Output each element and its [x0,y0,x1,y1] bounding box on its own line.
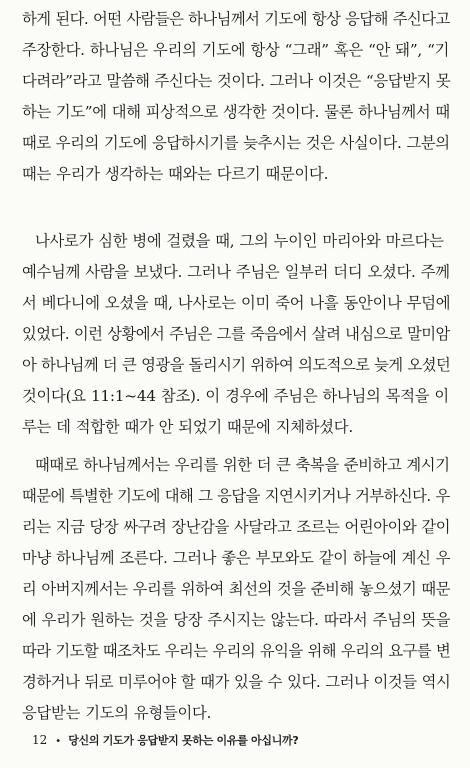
paragraph-2 [22,226,450,443]
text-line: 리는 지금 당장 싸구려 장난감을 사달라고 조르는 어린아이와 같이 [22,518,451,536]
text-line: 경하거나 뒤로 미루어야 할 때가 있을 수 있다. 그러나 이것들 역시 [22,673,451,691]
paragraph-3 [22,450,450,729]
text-line: 서 베다니에 오셨을 때, 나사로는 이미 죽어 나흘 동안이나 무덤에 [22,294,451,312]
text-line: 것이다(요 11:1~44 참조). 이 경우에 주님은 하나님의 목적을 이 [22,387,449,405]
text-line: 예수님께 사람을 보냈다. 그러나 주님은 일부러 더디 오셨다. 주께 [22,263,450,281]
page-number: 12 [32,733,48,747]
text-line: 리 아버지께서는 우리를 위하여 최선의 것을 준비해 놓으셨기 때문 [22,580,451,598]
text-line: 루는 데 적합한 때가 안 되었기 때문에 지체하셨다. [22,418,353,436]
text-line: 때때로 하나님께서는 우리를 위한 더 큰 축복을 준비하고 계시기 [35,456,450,474]
text-line: 아 하나님께 더 큰 영광을 돌리시기 위하여 의도적으로 늦게 오셨던 [22,356,451,374]
page-footer [32,730,298,750]
text-line: 있었다. 이런 상황에서 주님은 그를 죽음에서 살려 내심으로 말미암 [22,325,450,343]
text-line: 다려라”라고 말씀해 주신다는 것이다. 그러나 이것은 “응답받지 못 [22,72,451,90]
text-line: 때는 우리가 생각하는 때와는 다르기 때문이다. [22,165,329,183]
text-line: 나사로가 심한 병에 걸렸을 때, 그의 누이인 마리아와 마르다는 [35,232,444,250]
text-line: 하게 된다. 어떤 사람들은 하나님께서 기도에 항상 응답해 주신다고 [22,10,450,28]
footer-separator: • [55,736,62,747]
text-line: 응답받는 기도의 유형들이다. [22,704,212,722]
text-line: 마냥 하나님께 조른다. 그러나 좋은 부모와도 같이 하늘에 계신 우 [22,549,451,567]
text-line: 에 우리가 원하는 것을 당장 주시지는 않는다. 따라서 주님의 뜻을 [22,611,451,629]
text-line: 때문에 특별한 기도에 대해 그 응답을 지연시키거나 거부하신다. 우 [22,487,450,505]
text-line: 하는 기도”에 대해 피상적으로 생각한 것이다. 물론 하나님께서 때 [22,103,450,121]
text-line: 때로 우리의 기도에 응답하시기를 늦추시는 것은 사실이다. 그분의 [22,134,450,152]
text-line: 주장한다. 하나님은 우리의 기도에 항상 “그래” 혹은 “안 돼”, “기 [22,41,450,59]
text-line: 따라 기도할 때조차도 우리는 우리의 유익을 위해 우리의 요구를 변 [22,642,451,660]
running-title: 당신의 기도가 응답받지 못하는 이유를 아십니까? [68,734,299,747]
paragraph-1 [22,4,450,190]
